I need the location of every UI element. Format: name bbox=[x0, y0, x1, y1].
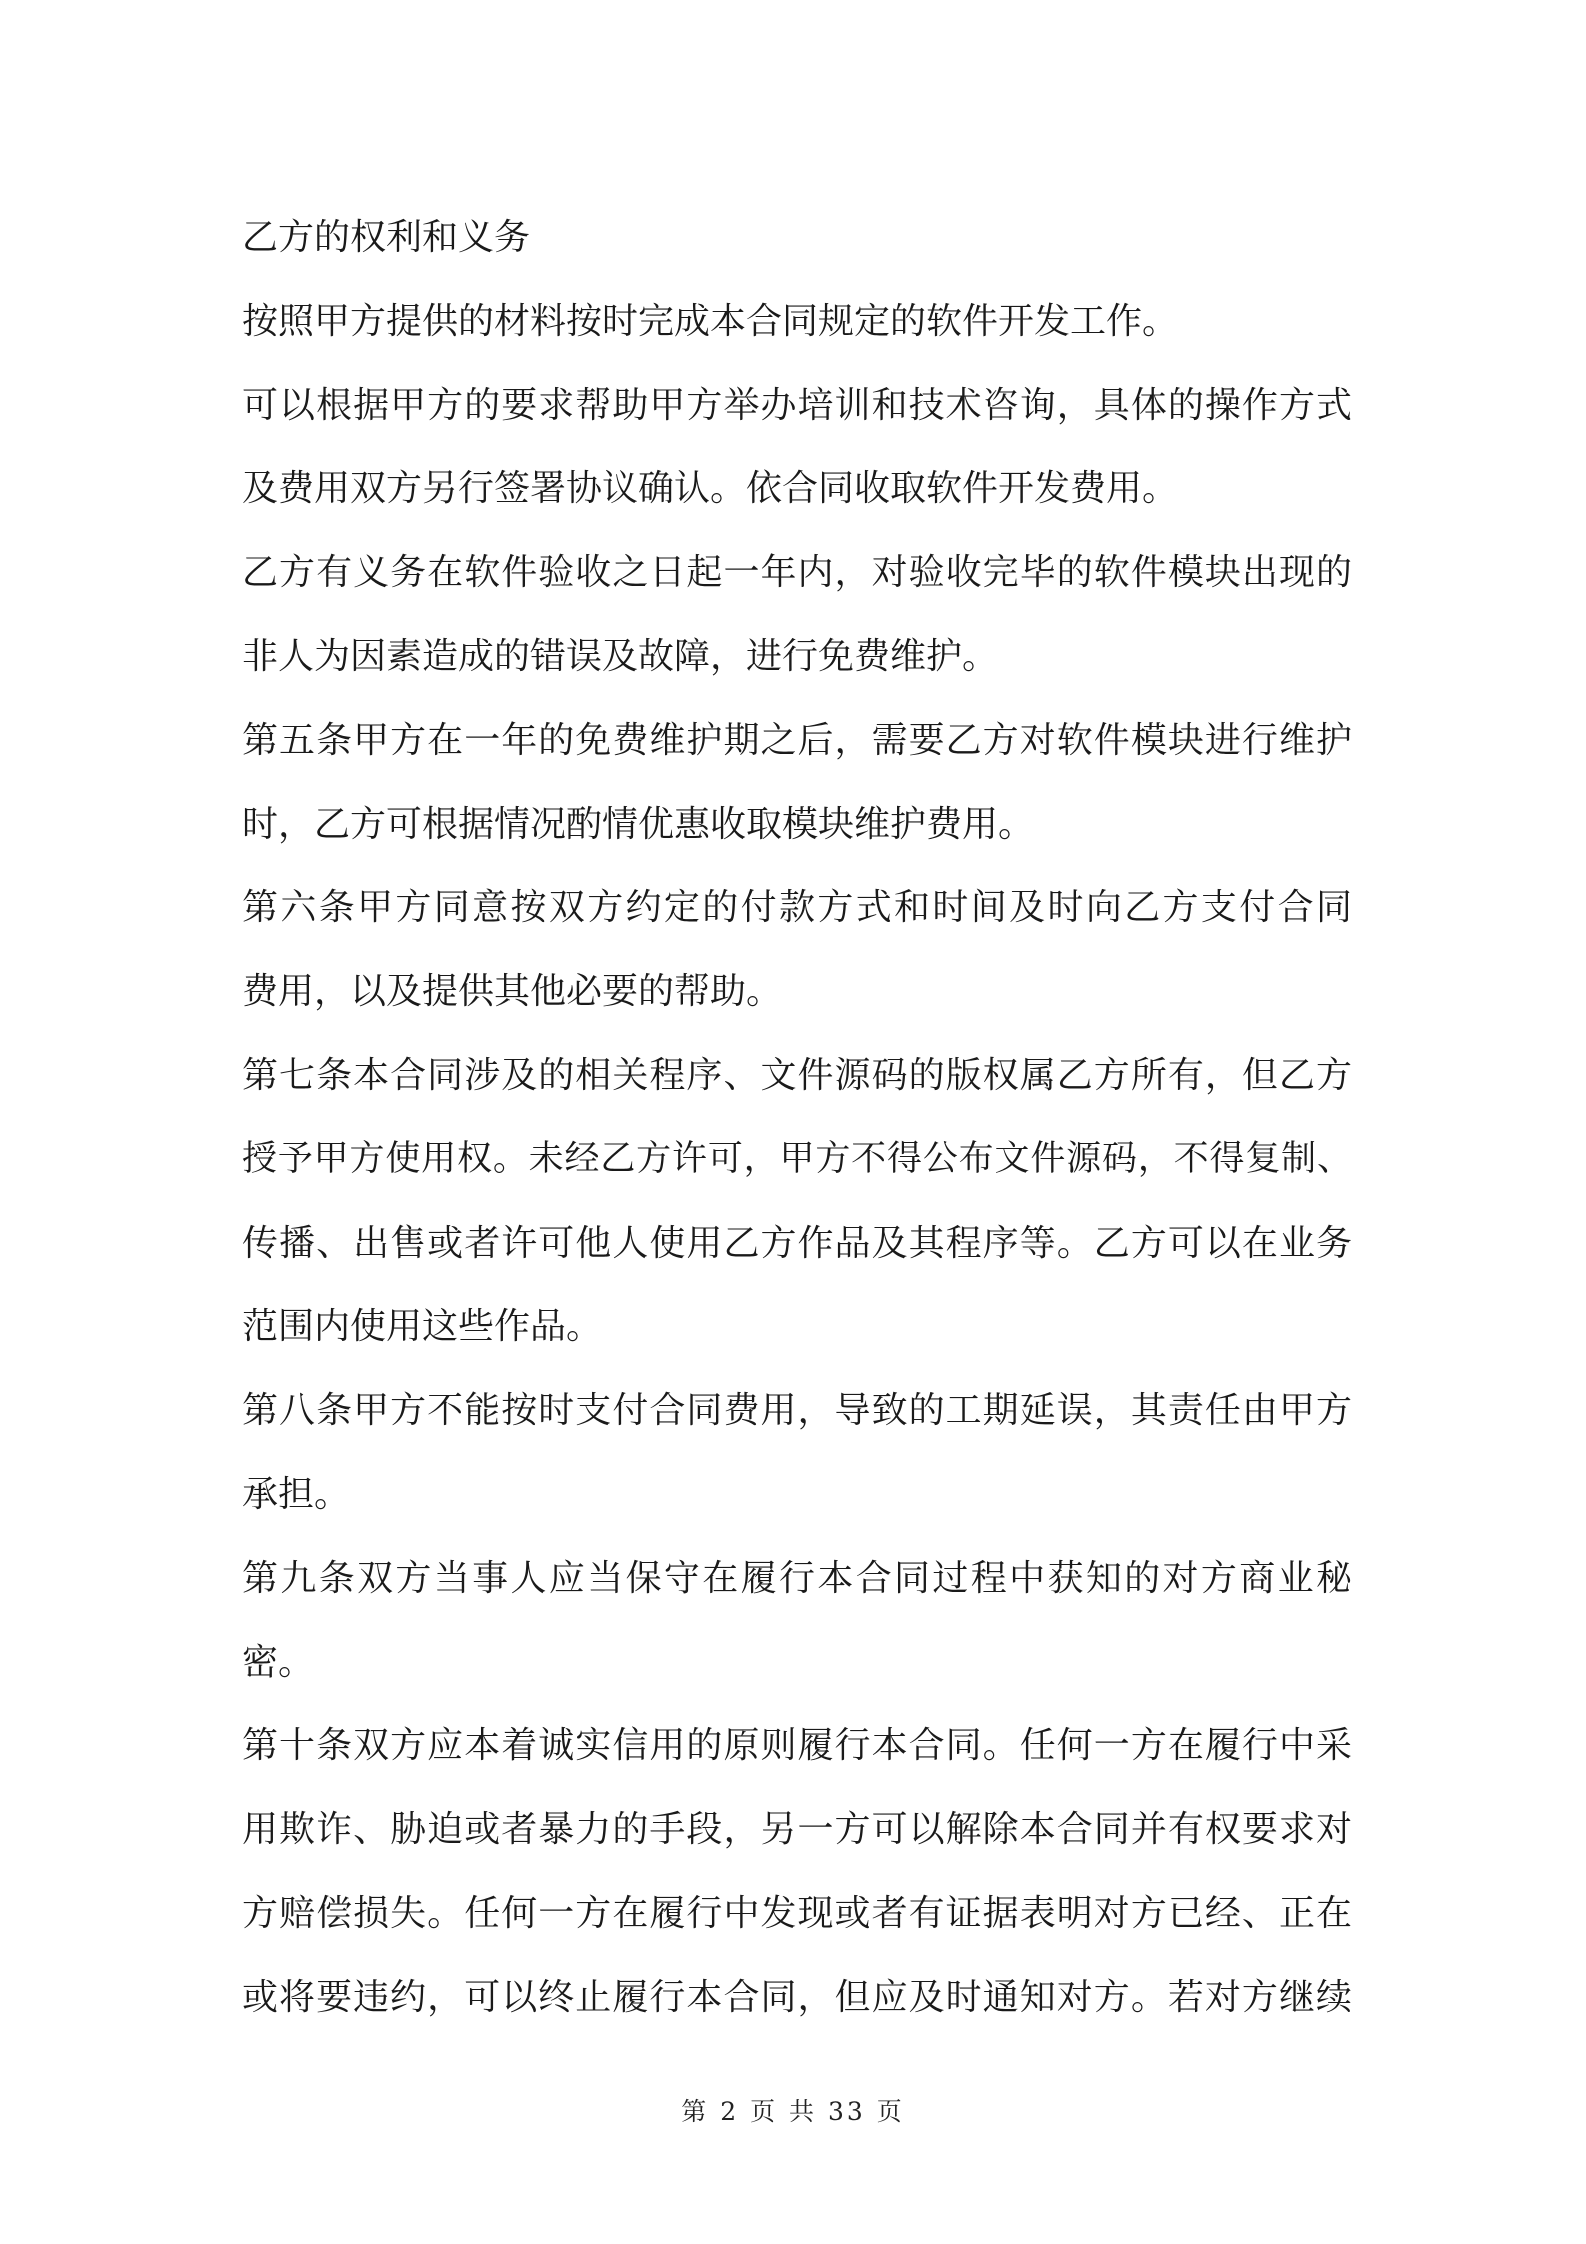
text-line: 用欺诈、胁迫或者暴力的手段，另一方可以解除本合同并有权要求对 bbox=[242, 1809, 1352, 1851]
text-line: 乙方的权利和义务 bbox=[242, 217, 531, 258]
text-line: 可以根据甲方的要求帮助甲方举办培训和技术咨询，具体的操作方式 bbox=[242, 384, 1352, 426]
text-line: 第五条甲方在一年的免费维护期之后，需要乙方对软件模块进行维护 bbox=[242, 719, 1352, 761]
page-footer: 第 2 页 共 33 页 bbox=[681, 2097, 905, 2126]
document-body bbox=[242, 196, 1352, 2040]
text-line: 第十条双方应本着诚实信用的原则履行本合同。任何一方在履行中采 bbox=[242, 1725, 1352, 1767]
text-line: 费用，以及提供其他必要的帮助。 bbox=[242, 971, 783, 1013]
text-line: 承担。 bbox=[242, 1473, 351, 1515]
text-line: 第八条甲方不能按时支付合同费用，导致的工期延误，其责任由甲方 bbox=[242, 1390, 1352, 1432]
text-line: 第九条双方当事人应当保守在履行本合同过程中获知的对方商业秘 bbox=[242, 1557, 1352, 1599]
text-line: 方赔偿损失。任何一方在履行中发现或者有证据表明对方已经、正在 bbox=[242, 1892, 1352, 1934]
text-line: 传播、出售或者许可他人使用乙方作品及其程序等。乙方可以在业务 bbox=[242, 1222, 1352, 1264]
text-line: 密。 bbox=[242, 1641, 315, 1683]
text-line: 第七条本合同涉及的相关程序、文件源码的版权属乙方所有，但乙方 bbox=[242, 1054, 1352, 1096]
text-line: 非人为因素造成的错误及故障，进行免费维护。 bbox=[242, 635, 999, 677]
text-line: 乙方有义务在软件验收之日起一年内，对验收完毕的软件模块出现的 bbox=[242, 552, 1352, 594]
text-line: 第六条甲方同意按双方约定的付款方式和时间及时向乙方支付合同 bbox=[242, 887, 1352, 929]
text-line: 时，乙方可根据情况酌情优惠收取模块维护费用。 bbox=[242, 803, 1035, 845]
text-line: 授予甲方使用权。未经乙方许可，甲方不得公布文件源码，不得复制、 bbox=[242, 1138, 1352, 1179]
text-line: 范围内使用这些作品。 bbox=[242, 1306, 603, 1348]
text-line: 及费用双方另行签署协议确认。依合同收取软件开发费用。 bbox=[242, 468, 1179, 510]
text-line: 按照甲方提供的材料按时完成本合同规定的软件开发工作。 bbox=[242, 300, 1179, 342]
text-line: 或将要违约，可以终止履行本合同，但应及时通知对方。若对方继续 bbox=[242, 1976, 1352, 2018]
